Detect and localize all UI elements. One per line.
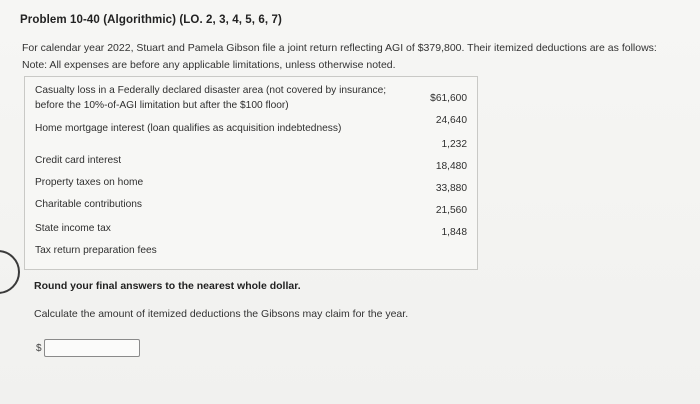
row-value-credit-card-interest: 1,232	[441, 139, 467, 150]
problem-intro: For calendar year 2022, Stuart and Pamela Gibson file a joint return reflecting AGI of $379,800. Their itemized deductions are as follows: Note: All expenses are before any applicable limitations, unless otherwise noted.	[22, 42, 657, 71]
row-value-charitable-contributions: 33,880	[435, 183, 467, 194]
itemized-deductions-answer-input[interactable]	[44, 339, 140, 357]
row-label-mortgage-interest: Home mortgage interest (loan qualifies as acquisition indebtedness)	[35, 123, 342, 134]
row-label-credit-card-interest: Credit card interest	[35, 155, 122, 166]
row-value-tax-prep-fees: 1,848	[441, 227, 467, 238]
row-value-mortgage-interest: 24,640	[435, 115, 467, 126]
deductions-table	[24, 76, 478, 270]
row-label-property-taxes: Property taxes on home	[35, 177, 144, 188]
row-label-casualty-loss: Casualty loss in a Federally declared disaster area (not covered by insurance; before the 10%-of-AGI limitation but after the $100 floor)	[35, 85, 387, 111]
problem-title: Problem 10-40 (Algorithmic) (LO. 2, 3, 4, 5, 6, 7)	[20, 14, 282, 26]
row-label-state-income-tax: State income tax	[35, 223, 111, 234]
row-value-casualty-loss: $61,600	[430, 93, 467, 104]
row-value-state-income-tax: 21,560	[435, 205, 467, 216]
row-label-tax-prep-fees: Tax return preparation fees	[35, 245, 157, 256]
question-text: Calculate the amount of itemized deductions the Gibsons may claim for the year.	[34, 308, 409, 320]
row-value-property-taxes: 18,480	[435, 161, 467, 172]
circle-marker-icon	[0, 250, 20, 294]
row-label-charitable-contributions: Charitable contributions	[35, 199, 143, 210]
answer-row	[36, 338, 140, 358]
dollar-sign: $	[36, 342, 42, 354]
rounding-instruction: Round your final answers to the nearest whole dollar.	[34, 280, 301, 292]
